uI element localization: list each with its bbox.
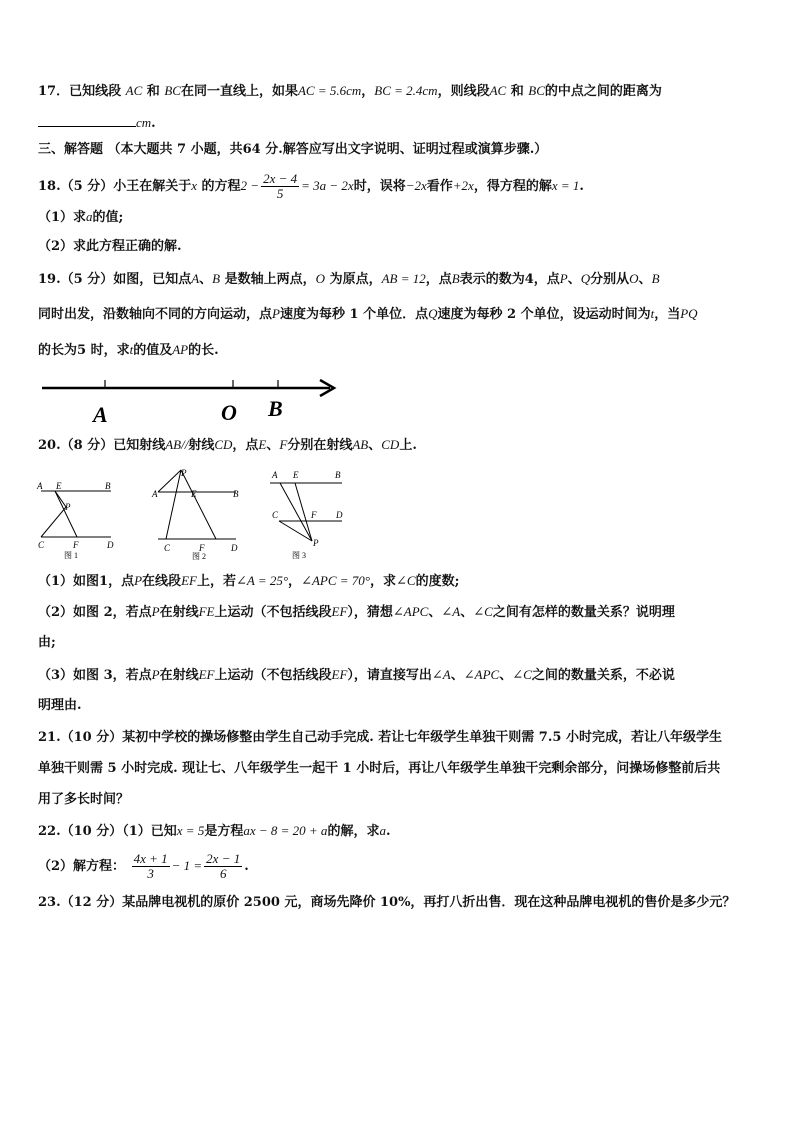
q20-part2-line2: 由; (38, 635, 56, 650)
answer-blank[interactable] (38, 114, 136, 127)
svg-text:C: C (272, 510, 279, 520)
svg-text:E: E (56, 481, 62, 491)
q20-stem: 20.（8 分）已知射线AB//射线CD，点E、F分别在射线AB、CD上. (38, 437, 417, 453)
svg-text:E: E (191, 489, 197, 499)
q17-line1: 17．已知线段 AC 和 BC在同一直线上，如果AC = 5.6cm，BC = 2.4cm，则线段AC 和 BC的中点之间的距离为 (38, 83, 662, 99)
number-line-figure (38, 374, 348, 426)
svg-text:B: B (335, 470, 341, 480)
label-A: A (93, 402, 108, 426)
q20-part3-line1: （3）如图 3，若点P在射线EF上运动（不包括线段EF），请直接写出∠A、∠APC、∠C之间的数量关系，不必说 (38, 667, 675, 683)
q18-stem: 18.（5 分）小王在解关于x 的方程2 − $\frac{2x - 4}{5}$ = 3a − 2x时，误将−2x看作+2x，得方程的解x = 1. (38, 171, 584, 201)
q22-part1: 22.（10 分）（1）已知x = 5是方程ax − 8 = 20 + a的解，求a. (38, 823, 391, 839)
q21-line1: 21.（10 分）某初中学校的操场修整由学生自己动手完成. 若让七年级学生单独干则需 7.5 小时完成，若让八年级学生 (38, 730, 722, 745)
q20-part1: （1）如图1，点P在线段EF上，若∠A = 25°，∠APC = 70°，求∠C的度数; (38, 573, 460, 589)
section-header: 三、解答题 （本大题共 7 小题，共64 分.解答应写出文字说明、证明过程或演算步骤.） (38, 142, 548, 157)
q18-fraction: $\frac{2x - 4}{5}$ (263, 171, 298, 201)
q18-part2: （2）求此方程正确的解. (38, 239, 182, 254)
svg-text:图 1: 图 1 (64, 551, 78, 560)
svg-text:P: P (181, 468, 187, 478)
svg-text:F: F (311, 510, 317, 520)
svg-text:C: C (38, 540, 45, 550)
q18-part1: （1）求a的值; (38, 209, 124, 225)
parallel-lines-figures (36, 466, 356, 566)
svg-text:P: P (65, 502, 71, 512)
figure-1 (36, 481, 114, 560)
q19-line3: 的长为5 时，求t的值及AP的长. (38, 342, 219, 358)
label-O: O (221, 400, 237, 425)
q19-line1: 19.（5 分）如图，已知点A、B 是数轴上两点，O 为原点，AB = 12，点B表示的数为4，点P、Q分别从O、B (38, 271, 660, 287)
q22-fraction-left: $\frac{4x + 1}{3}$ (133, 851, 168, 881)
q21-line2: 单独干则需 5 小时完成. 现让七、八年级学生一起干 1 小时后，再让八年级学生单独干完剩余部分，问操场修整前后共 (38, 761, 721, 776)
q21-line3: 用了多长时间？ (38, 792, 130, 807)
svg-text:D: D (336, 510, 343, 520)
q20-part3-line2: 明理由. (38, 698, 82, 713)
q22-part2: （2）解方程： $\frac{4x + 1}{3}$ − 1 = $\frac{2x - 1}{6}$ . (38, 851, 249, 881)
svg-text:P: P (313, 538, 319, 548)
svg-text:C: C (164, 543, 171, 553)
q19-line2: 同时出发，沿数轴向不同的方向运动，点P速度为每秒 1 个单位．点Q速度为每秒 2 个单位，设运动时间为t，当PQ (38, 306, 698, 322)
label-B: B (268, 396, 283, 421)
svg-text:E: E (293, 470, 299, 480)
svg-text:F: F (199, 543, 205, 553)
figure-3 (270, 470, 343, 560)
q23: 23.（12 分）某品牌电视机的原价 2500 元，商场先降价 10%，再打八折出售．现在这种品牌电视机的售价是多少元？ (38, 895, 736, 910)
svg-text:D: D (231, 543, 238, 553)
q20-part2-line1: （2）如图 2，若点P在射线FE上运动（不包括线段EF），猜想∠APC、∠A、∠C之间有怎样的数量关系？说明理 (38, 604, 675, 620)
q17-line2: cm. (38, 114, 756, 133)
svg-text:B: B (233, 489, 239, 499)
svg-text:B: B (105, 481, 111, 491)
svg-text:A: A (272, 470, 278, 480)
q22-fraction-right: $\frac{2x - 1}{6}$ (206, 851, 241, 881)
svg-text:A: A (152, 489, 158, 499)
svg-text:图 2: 图 2 (192, 552, 206, 561)
svg-text:A: A (37, 481, 43, 491)
svg-text:D: D (107, 540, 114, 550)
svg-text:F: F (73, 540, 79, 550)
svg-text:图 3: 图 3 (292, 551, 306, 560)
figure-2 (151, 468, 239, 561)
